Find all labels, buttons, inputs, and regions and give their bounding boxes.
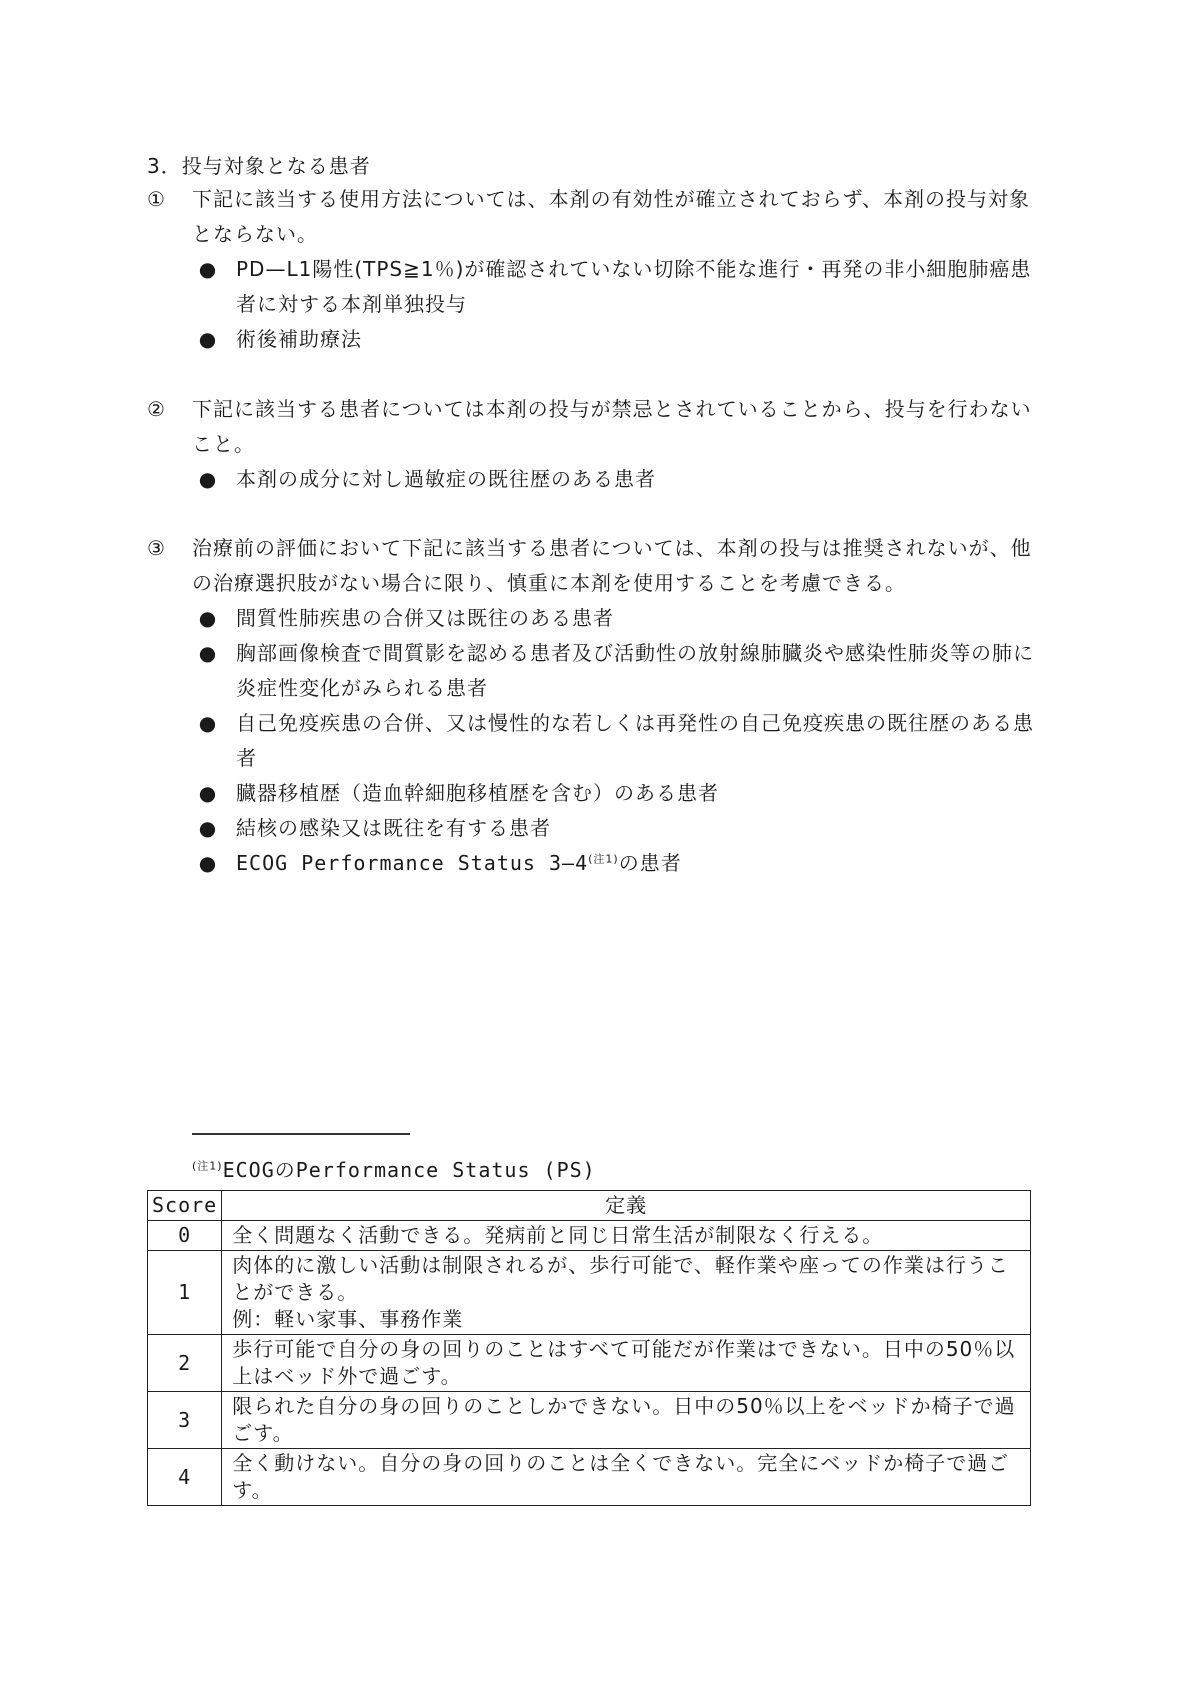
criteria-item-1 bbox=[147, 182, 1037, 357]
bullet-text-suffix: の患者 bbox=[618, 851, 682, 875]
bullet-icon: ● bbox=[198, 781, 218, 805]
score-cell: 0 bbox=[148, 1221, 222, 1251]
criteria-item-3 bbox=[147, 531, 1037, 881]
table-row bbox=[148, 1251, 1031, 1335]
bullet-text: 自己免疫疾患の合併、又は慢性的な若しくは再発性の自己免疫疾患の既往歴のある患者 bbox=[236, 711, 1034, 770]
definition-line: 例：軽い家事、事務作業 bbox=[232, 1307, 464, 1331]
bullet-text: 結核の感染又は既往を有する患者 bbox=[236, 816, 551, 840]
footnote-marker: (注1) bbox=[192, 1159, 223, 1173]
footnote-title bbox=[192, 1157, 596, 1183]
definition-line: 全く問題なく活動できる。発病前と同じ日常生活が制限なく行える。 bbox=[232, 1223, 884, 1247]
item-text: 治療前の評価において下記に該当する患者については、本剤の投与は推奨されないが、他の治療選択肢がない場合に限り、慎重に本剤を使用することを考慮できる。 bbox=[192, 536, 1032, 595]
bullet-text: PD—L1陽性(TPS≧1％)が確認されていない切除不能な進行・再発の非小細胞肺癌患者に対する本剤単独投与 bbox=[236, 257, 1032, 316]
table-header-row bbox=[148, 1191, 1031, 1221]
definition-column-header: 定義 bbox=[222, 1191, 1031, 1221]
bullet-list bbox=[192, 601, 1037, 881]
bullet-text: 術後補助療法 bbox=[236, 327, 362, 351]
ecog-status-text: ECOG Performance Status 3—4 bbox=[236, 851, 589, 875]
definition-line: 肉体的に激しい活動は制限されるが、歩行可能で、軽作業や座っての作業は行うことができる。 bbox=[232, 1253, 1009, 1304]
section-heading: 3．投与対象となる患者 bbox=[147, 154, 371, 178]
footnote-marker: (注1) bbox=[588, 852, 619, 866]
score-column-header: Score bbox=[148, 1191, 222, 1221]
table-row bbox=[148, 1392, 1031, 1449]
item-number: ① bbox=[147, 187, 166, 211]
bullet-item bbox=[192, 322, 1037, 357]
score-cell: 2 bbox=[148, 1335, 222, 1392]
bullet-list bbox=[192, 252, 1037, 357]
definition-cell bbox=[222, 1335, 1031, 1392]
bullet-icon: ● bbox=[198, 711, 218, 735]
bullet-icon: ● bbox=[198, 257, 218, 281]
item-text: 下記に該当する使用方法については、本剤の有効性が確立されておらず、本剤の投与対象とならない。 bbox=[192, 187, 1030, 246]
item-text: 下記に該当する患者については本剤の投与が禁忌とされていることから、投与を行わないこと。 bbox=[192, 397, 1032, 456]
table-row bbox=[148, 1335, 1031, 1392]
score-cell: 4 bbox=[148, 1449, 222, 1506]
bullet-icon: ● bbox=[198, 851, 218, 875]
bullet-icon: ● bbox=[198, 606, 218, 630]
footnote-title-text: ECOGのPerformance Status (PS) bbox=[222, 1158, 596, 1182]
bullet-item bbox=[192, 636, 1037, 706]
bullet-icon: ● bbox=[198, 467, 218, 491]
bullet-text: 本剤の成分に対し過敏症の既往歴のある患者 bbox=[236, 467, 656, 491]
bullet-item bbox=[192, 601, 1037, 636]
score-cell: 1 bbox=[148, 1251, 222, 1335]
definition-cell bbox=[222, 1221, 1031, 1251]
bullet-item bbox=[192, 252, 1037, 322]
definition-cell bbox=[222, 1449, 1031, 1506]
bullet-text: 胸部画像検査で間質影を認める患者及び活動性の放射線肺臓炎や感染性肺炎等の肺に炎症性変化がみられる患者 bbox=[236, 641, 1034, 700]
bullet-item bbox=[192, 846, 1037, 881]
bullet-item bbox=[192, 776, 1037, 811]
bullet-item bbox=[192, 706, 1037, 776]
bullet-item bbox=[192, 811, 1037, 846]
bullet-text: 間質性肺疾患の合併又は既往のある患者 bbox=[236, 606, 614, 630]
footnote-divider bbox=[192, 1133, 410, 1135]
bullet-item bbox=[192, 462, 1037, 497]
table-row bbox=[148, 1221, 1031, 1251]
bullet-text: 臓器移植歴（造血幹細胞移植歴を含む）のある患者 bbox=[236, 781, 719, 805]
definition-cell bbox=[222, 1392, 1031, 1449]
criteria-item-2 bbox=[147, 392, 1037, 497]
definition-cell bbox=[222, 1251, 1031, 1335]
definition-line: 歩行可能で自分の身の回りのことはすべて可能だが作業はできない。日中の50％以上はベッド外で過ごす。 bbox=[232, 1337, 1016, 1388]
bullet-icon: ● bbox=[198, 327, 218, 351]
bullet-list bbox=[192, 462, 1037, 497]
definition-line: 全く動けない。自分の身の回りのことは全くできない。完全にベッドか椅子で過ごす。 bbox=[232, 1451, 1010, 1502]
score-cell: 3 bbox=[148, 1392, 222, 1449]
item-number: ② bbox=[147, 397, 166, 421]
table-row bbox=[148, 1449, 1031, 1506]
item-number: ③ bbox=[147, 536, 166, 560]
ecog-ps-table bbox=[147, 1190, 1031, 1506]
definition-line: 限られた自分の身の回りのことしかできない。日中の50％以上をベッドか椅子で過ごす。 bbox=[232, 1394, 1016, 1445]
bullet-icon: ● bbox=[198, 816, 218, 840]
bullet-icon: ● bbox=[198, 641, 218, 665]
